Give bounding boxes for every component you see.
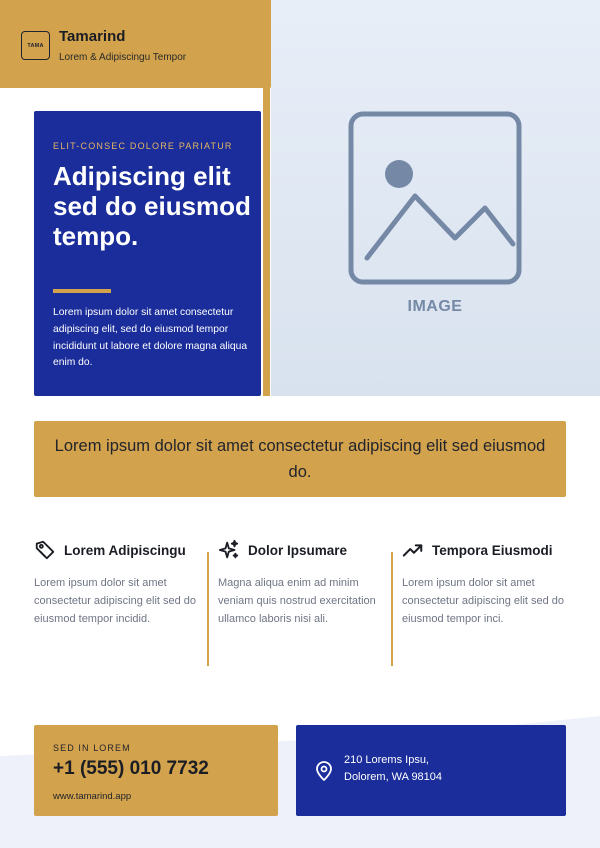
sparkles-icon [218, 539, 240, 561]
feature-divider [391, 552, 393, 666]
address-line-1: 210 Lorems Ipsu, [344, 754, 429, 766]
hero-divider [53, 289, 111, 293]
address-box [296, 725, 566, 816]
feature-title: Lorem Adipiscingu [64, 542, 186, 558]
image-placeholder-icon [347, 110, 523, 286]
feature-title: Dolor Ipsumare [248, 542, 348, 558]
trending-up-icon [402, 539, 424, 561]
contact-label: SED IN LOREM [53, 743, 131, 753]
location-pin-icon [315, 761, 333, 781]
feature-title: Tempora Eiusmodi [432, 542, 553, 558]
hero-title: Adipiscing elit sed do eiusmod tempo. [53, 161, 251, 251]
hero-eyebrow: ELIT-CONSEC DOLORE PARIATUR [53, 141, 233, 151]
contact-box [34, 725, 278, 816]
gold-accent-bar [263, 88, 270, 396]
feature-3 [402, 537, 572, 629]
banner-text: Lorem ipsum dolor sit amet consectetur adipiscing elit sed eiusmod do. [54, 437, 546, 481]
brand-name: Tamarind [59, 28, 126, 45]
feature-2 [218, 537, 388, 629]
hero-card [34, 111, 261, 396]
feature-text: Lorem ipsum dolor sit amet consectetur adipiscing elit sed do eiusmod tempor incidid. [34, 577, 197, 626]
image-label: IMAGE [407, 298, 463, 315]
hero-body: Lorem ipsum dolor sit amet consectetur adipiscing elit, sed do eiusmod tempor incididunt ut labore et dolore magna aliqua enim do. [53, 307, 248, 369]
phone-number[interactable]: +1 (555) 010 7732 [53, 758, 209, 779]
feature-divider [207, 552, 209, 666]
banner [34, 421, 566, 497]
address-line-2: Dolorem, WA 98104 [344, 771, 443, 783]
brand-tagline: Lorem & Adipiscingu Tempor [59, 52, 187, 63]
feature-text: Lorem ipsum dolor sit amet consectetur adipiscing elit sed do eiusmod tempor inci. [402, 577, 565, 626]
feature-text: Magna aliqua enim ad minim veniam quis nostrud exercitation ullamco laboris nisi ali. [218, 577, 376, 626]
tag-icon [34, 539, 56, 561]
logo-text: TAMA [27, 42, 44, 49]
logo [21, 31, 50, 60]
website-link[interactable]: www.tamarind.app [53, 791, 132, 802]
feature-1 [34, 537, 204, 629]
